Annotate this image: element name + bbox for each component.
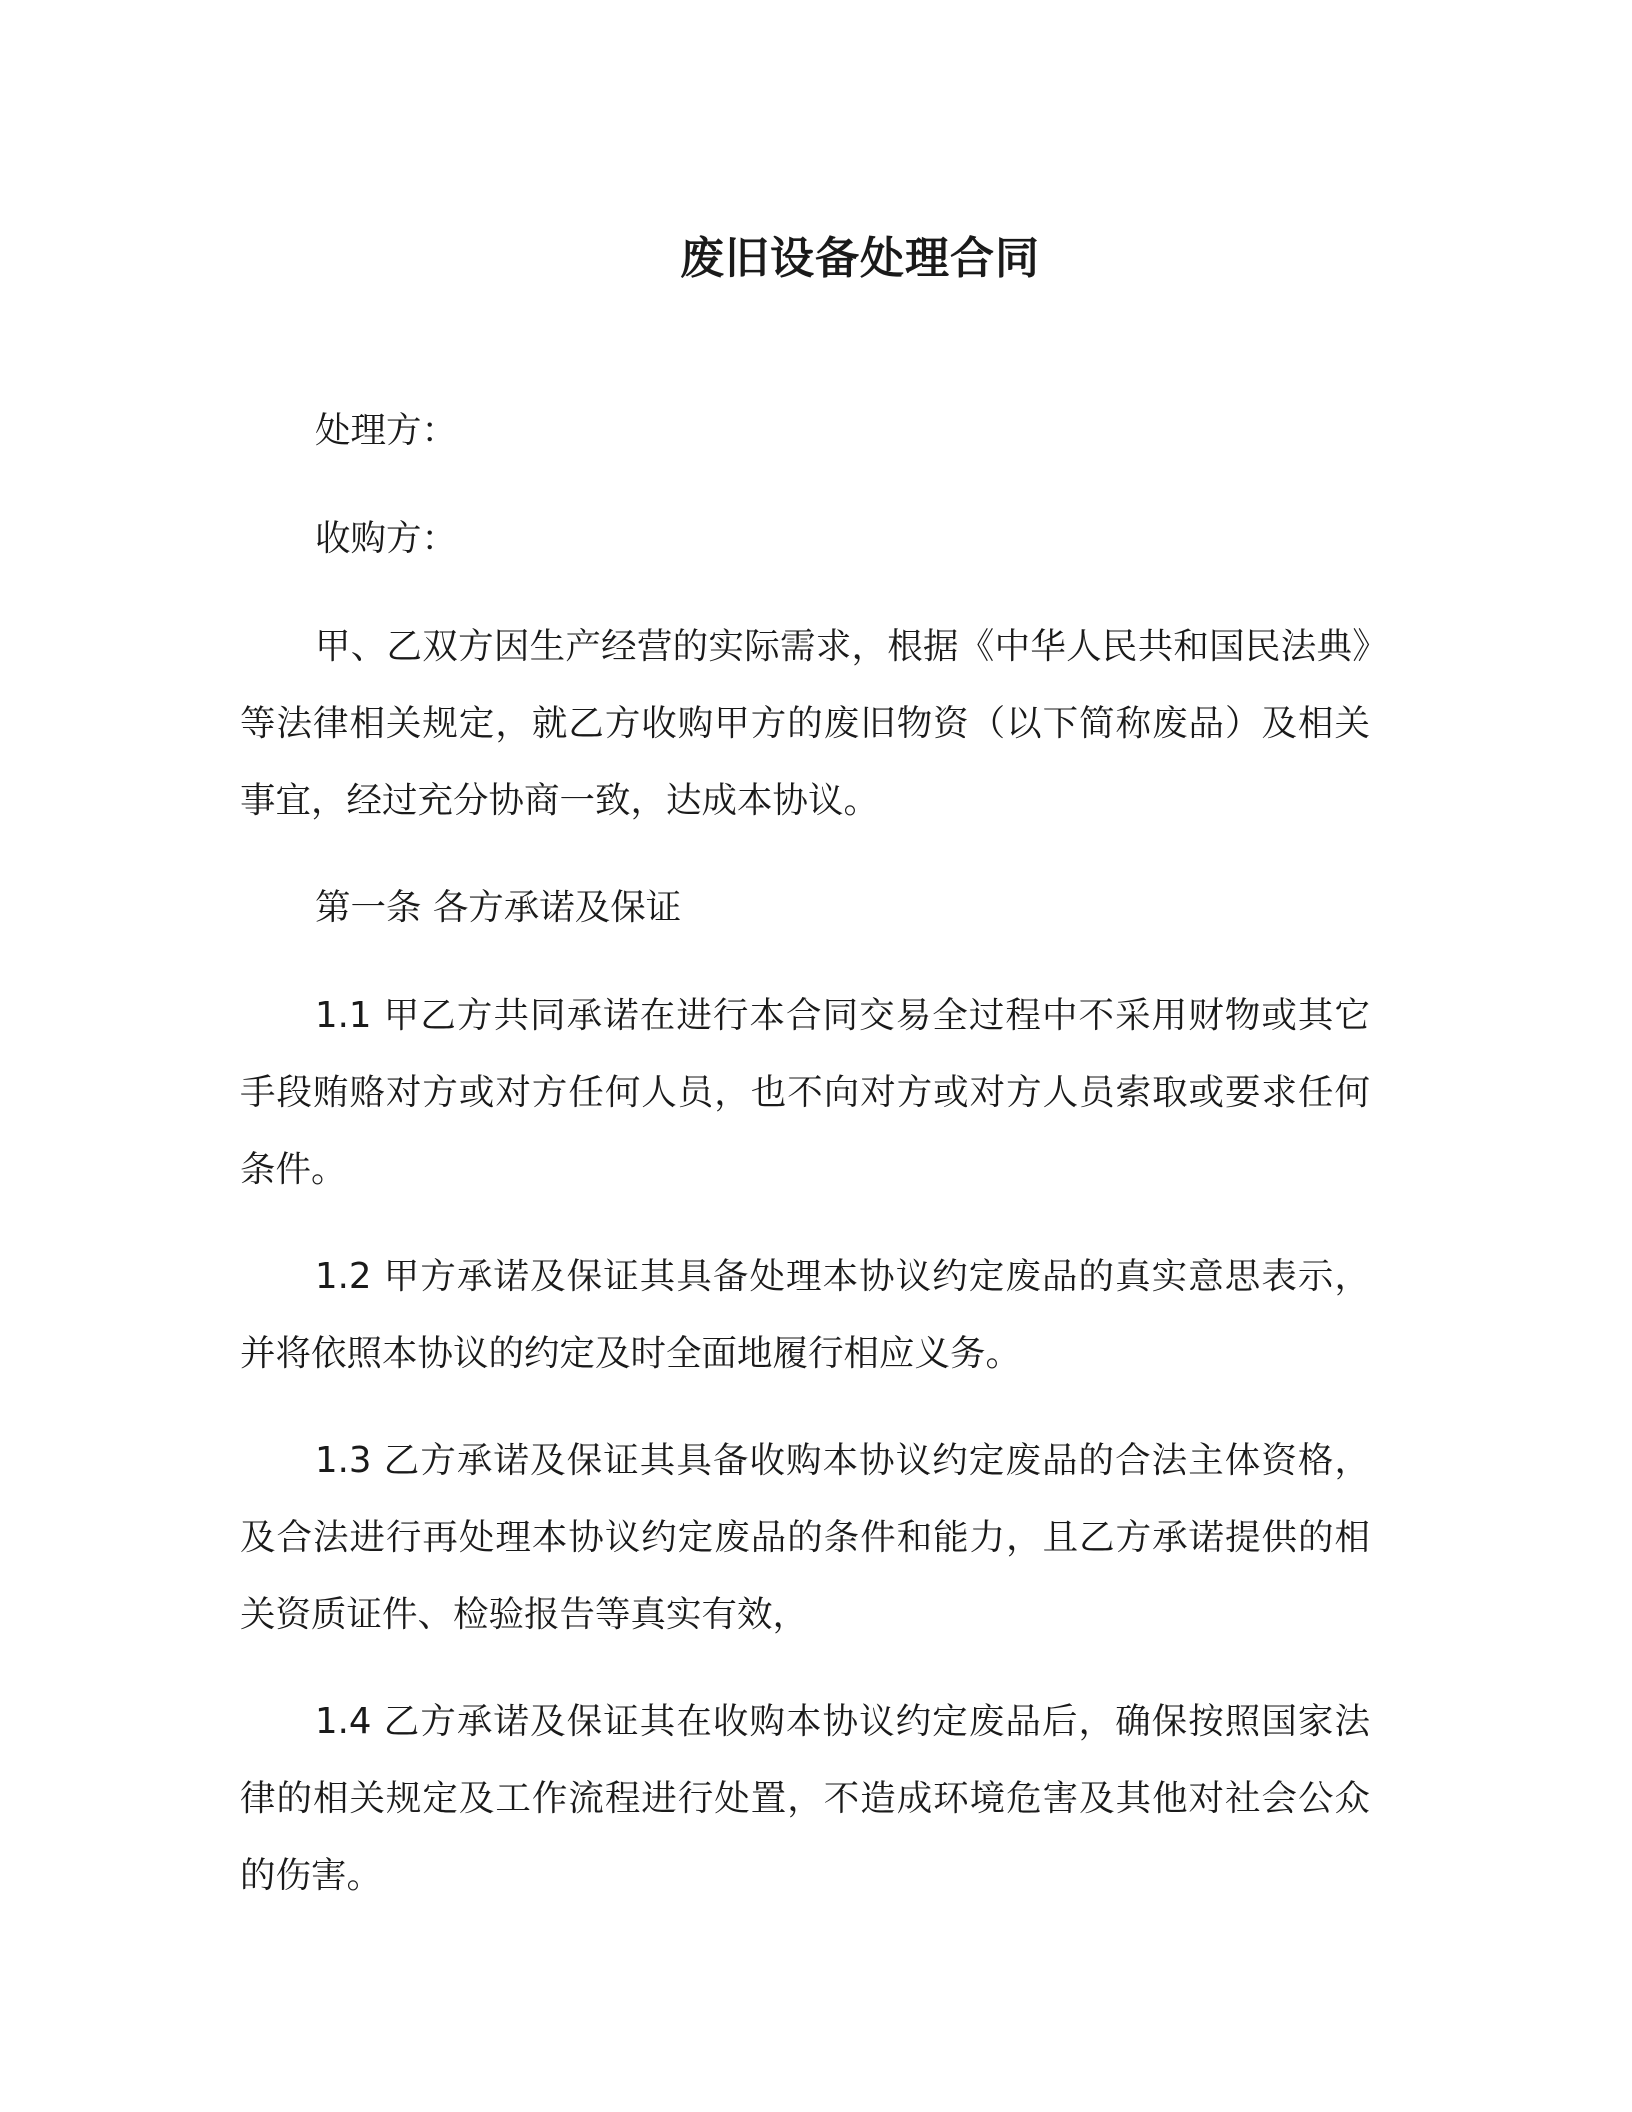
- clause-1-4: 1.4 乙方承诺及保证其在收购本协议约定废品后，确保按照国家法律的相关规定及工作流程进行处置，不造成环境危害及其他对社会公众的伤害。: [240, 1701, 1370, 1896]
- preamble-paragraph: 甲、乙双方因生产经营的实际需求，根据《中华人民共和国民法典》等法律相关规定，就乙方收购甲方的废旧物资（以下简称废品）及相关事宜，经过充分协商一致，达成本协议。: [240, 626, 1370, 821]
- clause-1-2: 1.2 甲方承诺及保证其具备处理本协议约定废品的真实意思表示，并将依照本协议的约定及时全面地履行相应义务。: [240, 1256, 1370, 1374]
- purchaser-party-label: 收购方：: [315, 518, 458, 559]
- document-title: 废旧设备处理合同: [680, 233, 1040, 284]
- document-body: [240, 392, 1370, 1944]
- article-1-heading: 第一条 各方承诺及保证: [315, 887, 682, 928]
- processor-party-label: 处理方：: [315, 410, 458, 451]
- clause-1-3: 1.3 乙方承诺及保证其具备收购本协议约定废品的合法主体资格，及合法进行再处理本协议约定废品的条件和能力，且乙方承诺提供的相关资质证件、检验报告等真实有效，: [240, 1440, 1370, 1635]
- clause-1-1: 1.1 甲乙方共同承诺在进行本合同交易全过程中不采用财物或其它手段贿赂对方或对方任何人员，也不向对方或对方人员索取或要求任何条件。: [240, 995, 1370, 1190]
